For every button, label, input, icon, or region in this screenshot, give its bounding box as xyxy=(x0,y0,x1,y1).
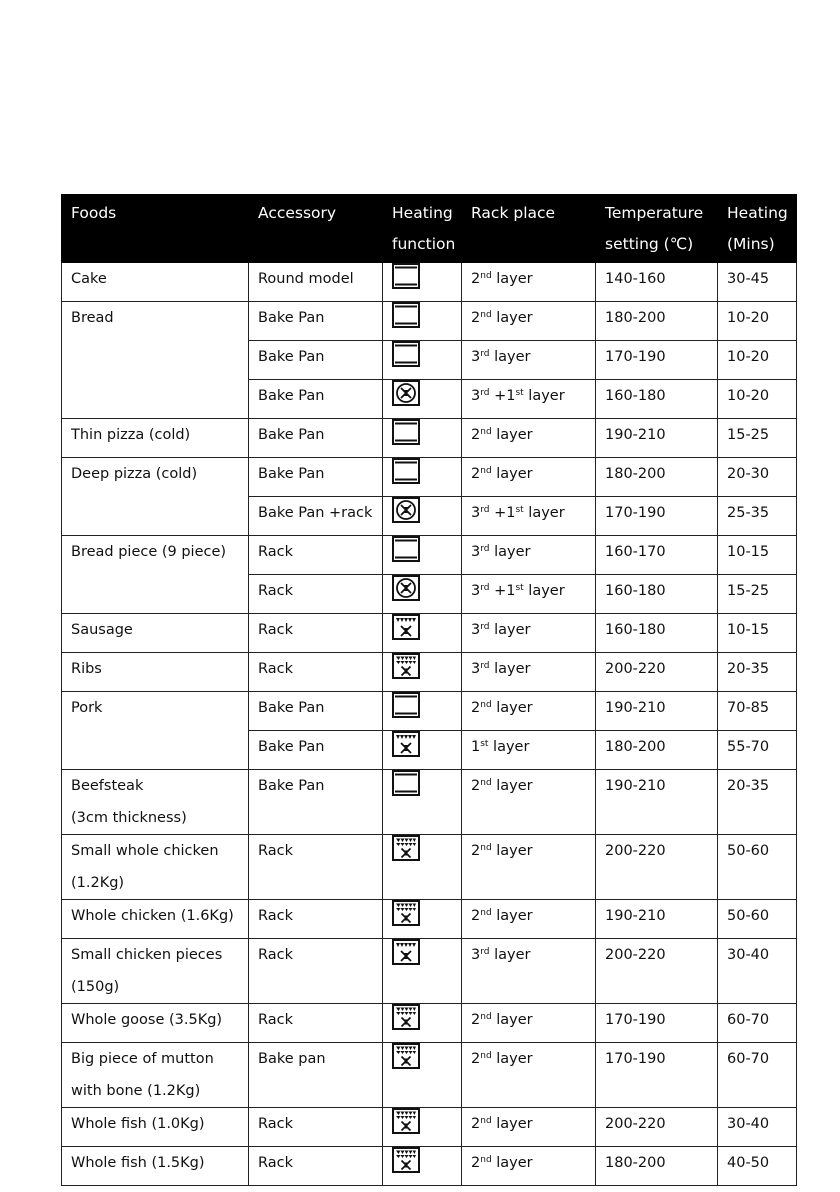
temperature-cell: 160-170 xyxy=(596,536,718,575)
rack-ordinal: rd xyxy=(480,388,490,398)
heating-function-cell xyxy=(383,263,462,302)
heating-time-cell: 20-35 xyxy=(718,653,797,692)
accessory-cell: Bake Pan xyxy=(249,380,383,419)
accessory-cell: Bake pan xyxy=(249,1043,383,1108)
rack-number: 3 xyxy=(471,388,481,404)
temperature-cell: 170-190 xyxy=(596,1043,718,1108)
food-cell xyxy=(62,939,249,1004)
fan-ring-heat-icon xyxy=(392,575,420,601)
rack-ordinal: nd xyxy=(480,466,492,476)
fan-ring-heat-icon xyxy=(392,380,420,406)
food-name: Whole fish (1.0Kg) xyxy=(71,1116,205,1132)
rack-layer-word: layer xyxy=(491,271,533,287)
heating-function-cell xyxy=(383,1004,462,1043)
food-name: (3cm thickness) xyxy=(71,810,187,826)
food-name: Bread xyxy=(71,310,114,326)
temperature-cell: 190-210 xyxy=(596,419,718,458)
rack-ordinal: nd xyxy=(480,778,492,788)
rack-number: 2 xyxy=(471,466,481,482)
table-row xyxy=(62,302,797,341)
accessory-cell: Rack xyxy=(249,835,383,900)
rack-layer-word: layer xyxy=(489,349,531,365)
food-cell xyxy=(62,1043,249,1108)
rack-ordinal: nd xyxy=(480,843,492,853)
accessory-cell: Bake Pan xyxy=(249,302,383,341)
table-row xyxy=(62,1147,797,1186)
header-rack-place: Rack place xyxy=(462,195,596,263)
header-heating-time: Heating (Mins) xyxy=(718,195,797,263)
top-bottom-heat-icon xyxy=(392,692,420,718)
food-name: Bread piece (9 piece) xyxy=(71,544,227,560)
rack-place-cell xyxy=(462,1004,596,1043)
rack-ordinal: nd xyxy=(480,1155,492,1165)
rack-layer-word: layer xyxy=(491,1051,533,1067)
rack-ordinal: rd xyxy=(480,622,490,632)
rack-number: 2 xyxy=(471,778,481,794)
rack-ordinal: rd xyxy=(480,544,490,554)
food-cell xyxy=(62,770,249,835)
grill-fan-icon xyxy=(392,731,420,757)
heating-time-cell: 15-25 xyxy=(718,575,797,614)
food-name: Small whole chicken xyxy=(71,843,219,859)
accessory-cell: Bake Pan xyxy=(249,731,383,770)
rack-layer-word: layer xyxy=(523,505,565,521)
temperature-cell: 200-220 xyxy=(596,1108,718,1147)
accessory-cell: Rack xyxy=(249,1004,383,1043)
heating-function-cell xyxy=(383,692,462,731)
food-name: Sausage xyxy=(71,622,133,638)
food-name: Beefsteak xyxy=(71,778,144,794)
rack-number: 2 xyxy=(471,310,481,326)
fan-ring-heat-icon xyxy=(392,497,420,523)
rack-number: 2 xyxy=(471,271,481,287)
temperature-cell: 180-200 xyxy=(596,302,718,341)
temperature-cell: 180-200 xyxy=(596,1147,718,1186)
rack-layer-word: layer xyxy=(523,388,565,404)
temperature-cell: 160-180 xyxy=(596,380,718,419)
rack-number: 2 xyxy=(471,1116,481,1132)
header-foods: Foods xyxy=(62,195,249,263)
food-name: Ribs xyxy=(71,661,102,677)
rack-layer-word: layer xyxy=(488,739,530,755)
food-name: (1.2Kg) xyxy=(71,875,125,891)
food-cell xyxy=(62,1108,249,1147)
top-bottom-heat-icon xyxy=(392,302,420,328)
heating-time-cell: 15-25 xyxy=(718,419,797,458)
table-row xyxy=(62,692,797,731)
heating-function-cell xyxy=(383,1108,462,1147)
rack-number: 3 xyxy=(471,583,481,599)
table-row xyxy=(62,1043,797,1108)
rack-place-cell xyxy=(462,1147,596,1186)
rack-ordinal: nd xyxy=(480,1051,492,1061)
cooking-table xyxy=(61,194,797,1186)
top-bottom-heat-icon xyxy=(392,419,420,445)
rack-layer-word: layer xyxy=(523,583,565,599)
rack-layer-word: layer xyxy=(491,843,533,859)
rack-place-cell xyxy=(462,835,596,900)
double-grill-fan-icon xyxy=(392,1043,420,1069)
rack-layer-word: layer xyxy=(491,908,533,924)
heating-function-cell xyxy=(383,536,462,575)
accessory-cell: Round model xyxy=(249,263,383,302)
accessory-cell: Rack xyxy=(249,1108,383,1147)
rack-number: 2 xyxy=(471,1012,481,1028)
accessory-cell: Bake Pan xyxy=(249,341,383,380)
rack-ordinal: st xyxy=(480,739,489,749)
accessory-cell: Bake Pan +rack xyxy=(249,497,383,536)
rack-place-cell xyxy=(462,302,596,341)
accessory-cell: Rack xyxy=(249,1147,383,1186)
rack-place-cell xyxy=(462,341,596,380)
rack-ordinal: rd xyxy=(480,583,490,593)
rack-number: 2 xyxy=(471,1051,481,1067)
table-row xyxy=(62,1004,797,1043)
table-row xyxy=(62,263,797,302)
heating-time-cell: 60-70 xyxy=(718,1004,797,1043)
heating-time-cell: 55-70 xyxy=(718,731,797,770)
rack-number: 3 xyxy=(471,661,481,677)
rack-ordinal: nd xyxy=(480,1116,492,1126)
temperature-cell: 140-160 xyxy=(596,263,718,302)
rack-number: 2 xyxy=(471,427,481,443)
rack-number: 2 xyxy=(471,1155,481,1171)
rack-layer-word: layer xyxy=(491,700,533,716)
rack-number: 3 xyxy=(471,947,481,963)
food-cell xyxy=(62,263,249,302)
rack-place-cell xyxy=(462,653,596,692)
food-cell xyxy=(62,536,249,614)
heating-time-cell: 10-15 xyxy=(718,536,797,575)
heating-function-cell xyxy=(383,731,462,770)
food-cell xyxy=(62,653,249,692)
double-grill-fan-icon xyxy=(392,900,420,926)
heating-function-cell xyxy=(383,302,462,341)
heating-time-cell: 10-15 xyxy=(718,614,797,653)
top-bottom-heat-icon xyxy=(392,770,420,796)
rack-layer-word: layer xyxy=(491,310,533,326)
top-bottom-heat-icon xyxy=(392,458,420,484)
temperature-cell: 190-210 xyxy=(596,900,718,939)
heating-function-cell xyxy=(383,614,462,653)
rack-ordinal-2: st xyxy=(515,505,524,515)
food-cell xyxy=(62,1147,249,1186)
table-row xyxy=(62,458,797,497)
rack-layer-word: layer xyxy=(491,427,533,443)
rack-ordinal-2: st xyxy=(515,583,524,593)
rack-plus: +1 xyxy=(489,583,516,599)
food-cell xyxy=(62,900,249,939)
rack-place-cell xyxy=(462,263,596,302)
food-cell xyxy=(62,458,249,536)
table-row xyxy=(62,900,797,939)
rack-place-cell xyxy=(462,1108,596,1147)
top-bottom-heat-icon xyxy=(392,341,420,367)
heating-time-cell: 40-50 xyxy=(718,1147,797,1186)
header-heating-function: Heating function xyxy=(383,195,462,263)
rack-layer-word: layer xyxy=(489,622,531,638)
food-name: (150g) xyxy=(71,979,120,995)
grill-fan-icon xyxy=(392,939,420,965)
top-bottom-heat-icon xyxy=(392,536,420,562)
heating-function-cell xyxy=(383,770,462,835)
food-name: Cake xyxy=(71,271,107,287)
rack-ordinal: rd xyxy=(480,661,490,671)
accessory-cell: Rack xyxy=(249,653,383,692)
rack-layer-word: layer xyxy=(489,947,531,963)
rack-place-cell xyxy=(462,380,596,419)
rack-place-cell xyxy=(462,939,596,1004)
heating-function-cell xyxy=(383,939,462,1004)
accessory-cell: Bake Pan xyxy=(249,692,383,731)
heating-time-cell: 30-45 xyxy=(718,263,797,302)
heating-time-cell: 10-20 xyxy=(718,341,797,380)
double-grill-fan-icon xyxy=(392,1108,420,1134)
heating-time-cell: 30-40 xyxy=(718,939,797,1004)
food-name: Pork xyxy=(71,700,103,716)
rack-place-cell xyxy=(462,419,596,458)
food-name: Thin pizza (cold) xyxy=(71,427,191,443)
heating-function-cell xyxy=(383,458,462,497)
food-name: Whole fish (1.5Kg) xyxy=(71,1155,205,1171)
rack-place-cell xyxy=(462,497,596,536)
food-cell xyxy=(62,419,249,458)
rack-place-cell xyxy=(462,731,596,770)
rack-number: 2 xyxy=(471,908,481,924)
food-cell xyxy=(62,835,249,900)
temperature-cell: 200-220 xyxy=(596,835,718,900)
rack-place-cell xyxy=(462,692,596,731)
heating-time-cell: 10-20 xyxy=(718,380,797,419)
rack-ordinal: rd xyxy=(480,349,490,359)
rack-plus: +1 xyxy=(489,505,516,521)
rack-place-cell xyxy=(462,614,596,653)
heating-function-cell xyxy=(383,1147,462,1186)
rack-ordinal: nd xyxy=(480,310,492,320)
temperature-cell: 160-180 xyxy=(596,614,718,653)
heating-function-cell xyxy=(383,653,462,692)
heating-time-cell: 50-60 xyxy=(718,900,797,939)
temperature-cell: 170-190 xyxy=(596,341,718,380)
temperature-cell: 170-190 xyxy=(596,1004,718,1043)
food-cell xyxy=(62,1004,249,1043)
header-accessory: Accessory xyxy=(249,195,383,263)
rack-place-cell xyxy=(462,770,596,835)
rack-number: 3 xyxy=(471,349,481,365)
temperature-cell: 200-220 xyxy=(596,653,718,692)
accessory-cell: Rack xyxy=(249,900,383,939)
rack-number: 2 xyxy=(471,700,481,716)
table-row xyxy=(62,614,797,653)
table-row xyxy=(62,419,797,458)
temperature-cell: 190-210 xyxy=(596,770,718,835)
rack-number: 3 xyxy=(471,622,481,638)
rack-ordinal: nd xyxy=(480,427,492,437)
accessory-cell: Rack xyxy=(249,939,383,1004)
heating-time-cell: 60-70 xyxy=(718,1043,797,1108)
table-row xyxy=(62,835,797,900)
food-cell xyxy=(62,692,249,770)
double-grill-fan-icon xyxy=(392,835,420,861)
food-name: Deep pizza (cold) xyxy=(71,466,198,482)
heating-time-cell: 10-20 xyxy=(718,302,797,341)
accessory-cell: Rack xyxy=(249,536,383,575)
food-cell xyxy=(62,614,249,653)
heating-function-cell xyxy=(383,1043,462,1108)
double-grill-fan-icon xyxy=(392,653,420,679)
heating-time-cell: 70-85 xyxy=(718,692,797,731)
temperature-cell: 190-210 xyxy=(596,692,718,731)
grill-fan-icon xyxy=(392,614,420,640)
rack-number: 3 xyxy=(471,505,481,521)
rack-layer-word: layer xyxy=(489,661,531,677)
heating-function-cell xyxy=(383,575,462,614)
table-row xyxy=(62,653,797,692)
rack-layer-word: layer xyxy=(491,466,533,482)
table-row xyxy=(62,770,797,835)
accessory-cell: Bake Pan xyxy=(249,419,383,458)
top-bottom-heat-icon xyxy=(392,263,420,289)
rack-ordinal: nd xyxy=(480,1012,492,1022)
temperature-cell: 180-200 xyxy=(596,731,718,770)
heating-function-cell xyxy=(383,835,462,900)
heating-function-cell xyxy=(383,341,462,380)
heating-time-cell: 20-35 xyxy=(718,770,797,835)
accessory-cell: Rack xyxy=(249,575,383,614)
rack-ordinal: nd xyxy=(480,908,492,918)
heating-function-cell xyxy=(383,497,462,536)
heating-function-cell xyxy=(383,419,462,458)
rack-layer-word: layer xyxy=(491,1012,533,1028)
food-cell xyxy=(62,302,249,419)
double-grill-fan-icon xyxy=(392,1004,420,1030)
table-row xyxy=(62,1108,797,1147)
temperature-cell: 200-220 xyxy=(596,939,718,1004)
heating-time-cell: 30-40 xyxy=(718,1108,797,1147)
rack-layer-word: layer xyxy=(489,544,531,560)
rack-ordinal: nd xyxy=(480,271,492,281)
heating-time-cell: 50-60 xyxy=(718,835,797,900)
table-row xyxy=(62,939,797,1004)
rack-number: 3 xyxy=(471,544,481,560)
table-row xyxy=(62,536,797,575)
rack-plus: +1 xyxy=(489,388,516,404)
header-temperature: Temperature setting (℃) xyxy=(596,195,718,263)
temperature-cell: 170-190 xyxy=(596,497,718,536)
rack-place-cell xyxy=(462,575,596,614)
rack-number: 1 xyxy=(471,739,481,755)
food-name: Big piece of mutton xyxy=(71,1051,214,1067)
heating-time-cell: 25-35 xyxy=(718,497,797,536)
heating-function-cell xyxy=(383,900,462,939)
rack-place-cell xyxy=(462,1043,596,1108)
heating-function-cell xyxy=(383,380,462,419)
rack-place-cell xyxy=(462,900,596,939)
rack-layer-word: layer xyxy=(491,1155,533,1171)
temperature-cell: 180-200 xyxy=(596,458,718,497)
rack-place-cell xyxy=(462,536,596,575)
food-name: Small chicken pieces xyxy=(71,947,223,963)
heating-time-cell: 20-30 xyxy=(718,458,797,497)
accessory-cell: Bake Pan xyxy=(249,458,383,497)
rack-layer-word: layer xyxy=(491,778,533,794)
temperature-cell: 160-180 xyxy=(596,575,718,614)
table-header-row xyxy=(62,195,797,263)
rack-place-cell xyxy=(462,458,596,497)
food-name: Whole chicken (1.6Kg) xyxy=(71,908,234,924)
rack-ordinal: rd xyxy=(480,505,490,515)
food-name: with bone (1.2Kg) xyxy=(71,1083,201,1099)
rack-ordinal: nd xyxy=(480,700,492,710)
double-grill-fan-icon xyxy=(392,1147,420,1173)
rack-layer-word: layer xyxy=(491,1116,533,1132)
rack-ordinal-2: st xyxy=(515,388,524,398)
accessory-cell: Bake Pan xyxy=(249,770,383,835)
food-name: Whole goose (3.5Kg) xyxy=(71,1012,223,1028)
accessory-cell: Rack xyxy=(249,614,383,653)
rack-ordinal: rd xyxy=(480,947,490,957)
rack-number: 2 xyxy=(471,843,481,859)
